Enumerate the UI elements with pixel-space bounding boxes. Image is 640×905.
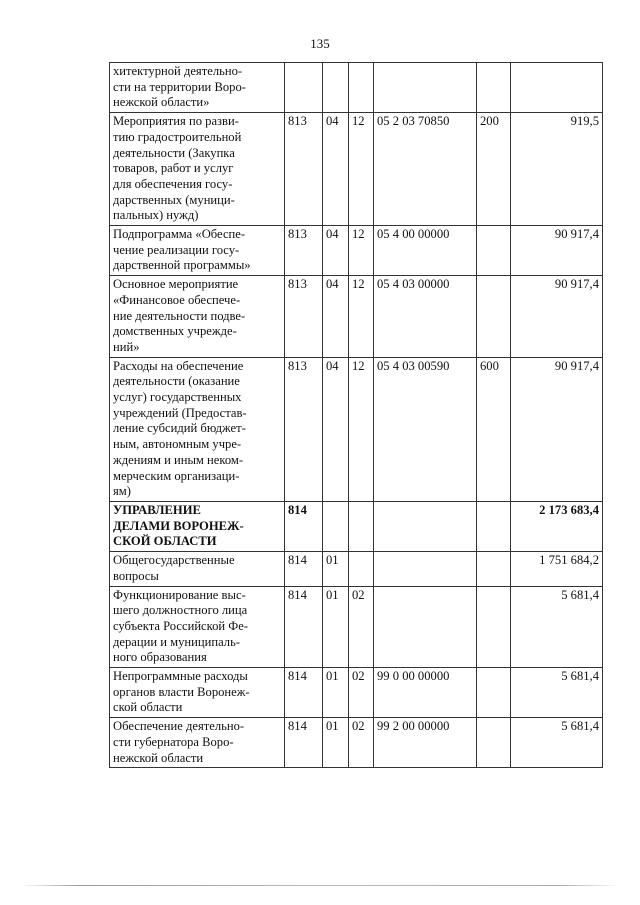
cell-csr [374,501,477,551]
cell-sum: 90 917,4 [511,357,603,501]
table-body [110,63,603,768]
cell-pr: 12 [349,113,374,226]
cell-ved: 814 [285,501,323,551]
cell-sum: 919,5 [511,113,603,226]
cell-csr: 05 4 03 00590 [374,357,477,501]
cell-sum: 90 917,4 [511,226,603,276]
budget-table [109,62,603,768]
cell-vr [477,63,511,113]
cell-name: Подпрограмма «Обеспе- чение реализации госу- дарственной программы» [110,226,285,276]
cell-vr [477,501,511,551]
cell-rz [323,63,349,113]
cell-rz: 04 [323,276,349,358]
cell-sum: 2 173 683,4 [511,501,603,551]
cell-rz [323,501,349,551]
table-row [110,552,603,586]
cell-rz: 01 [323,586,349,668]
cell-name: УПРАВЛЕНИЕ ДЕЛАМИ ВОРОНЕЖ- СКОЙ ОБЛАСТИ [110,501,285,551]
cell-pr: 12 [349,276,374,358]
cell-rz: 04 [323,113,349,226]
cell-csr: 99 2 00 00000 [374,718,477,768]
cell-ved: 813 [285,357,323,501]
cell-vr [477,718,511,768]
cell-ved [285,63,323,113]
cell-ved: 814 [285,552,323,586]
cell-vr: 600 [477,357,511,501]
cell-csr: 99 0 00 00000 [374,668,477,718]
cell-pr [349,501,374,551]
cell-name: Основное мероприятие «Финансовое обеспече- ние деятельности подве- домственных учрежде- ний» [110,276,285,358]
table-row [110,586,603,668]
cell-vr [477,586,511,668]
cell-rz: 01 [323,668,349,718]
table-row [110,113,603,226]
cell-pr: 02 [349,718,374,768]
cell-name: Непрограммные расходы органов власти Воронеж- ской области [110,668,285,718]
table-row [110,226,603,276]
cell-vr [477,668,511,718]
cell-ved: 814 [285,586,323,668]
cell-rz: 04 [323,357,349,501]
cell-sum: 5 681,4 [511,586,603,668]
cell-ved: 814 [285,668,323,718]
table-row [110,276,603,358]
page-number: 135 [310,36,330,51]
cell-pr [349,552,374,586]
cell-pr [349,63,374,113]
table-row [110,63,603,113]
cell-csr: 05 2 03 70850 [374,113,477,226]
scan-edge-line [20,885,620,886]
cell-sum: 5 681,4 [511,718,603,768]
cell-vr [477,226,511,276]
cell-vr [477,552,511,586]
cell-sum: 5 681,4 [511,668,603,718]
cell-sum [511,63,603,113]
cell-sum: 1 751 684,2 [511,552,603,586]
cell-csr: 05 4 00 00000 [374,226,477,276]
cell-name: Общегосударственные вопросы [110,552,285,586]
table-row [110,357,603,501]
cell-ved: 813 [285,113,323,226]
cell-pr: 02 [349,668,374,718]
cell-csr [374,63,477,113]
table-row [110,501,603,551]
cell-csr: 05 4 03 00000 [374,276,477,358]
cell-name: Функционирование выс- шего должностного лица субъекта Российской Фе- дерации и муниципаль- ного образования [110,586,285,668]
cell-ved: 813 [285,276,323,358]
cell-pr: 12 [349,226,374,276]
cell-name: хитектурной деятельно- сти на территории Воро- нежской области» [110,63,285,113]
cell-ved: 813 [285,226,323,276]
cell-vr [477,276,511,358]
table-row [110,668,603,718]
cell-csr [374,552,477,586]
cell-vr: 200 [477,113,511,226]
cell-name: Мероприятия по разви- тию градостроительной деятельности (Закупка товаров, работ и услуг для обеспечения госу- дарственных (муници- пальных) нужд) [110,113,285,226]
cell-pr: 02 [349,586,374,668]
cell-rz: 04 [323,226,349,276]
cell-rz: 01 [323,552,349,586]
cell-ved: 814 [285,718,323,768]
cell-sum: 90 917,4 [511,276,603,358]
cell-rz: 01 [323,718,349,768]
cell-pr: 12 [349,357,374,501]
cell-name: Обеспечение деятельно- сти губернатора Воро- нежской области [110,718,285,768]
cell-name: Расходы на обеспечение деятельности (оказание услуг) государственных учреждений (Предостав- ление субсидий бюджет- ным, автономным учре- ждениям и иным неком- мерческим организаци- ям) [110,357,285,501]
table-row [110,718,603,768]
cell-csr [374,586,477,668]
